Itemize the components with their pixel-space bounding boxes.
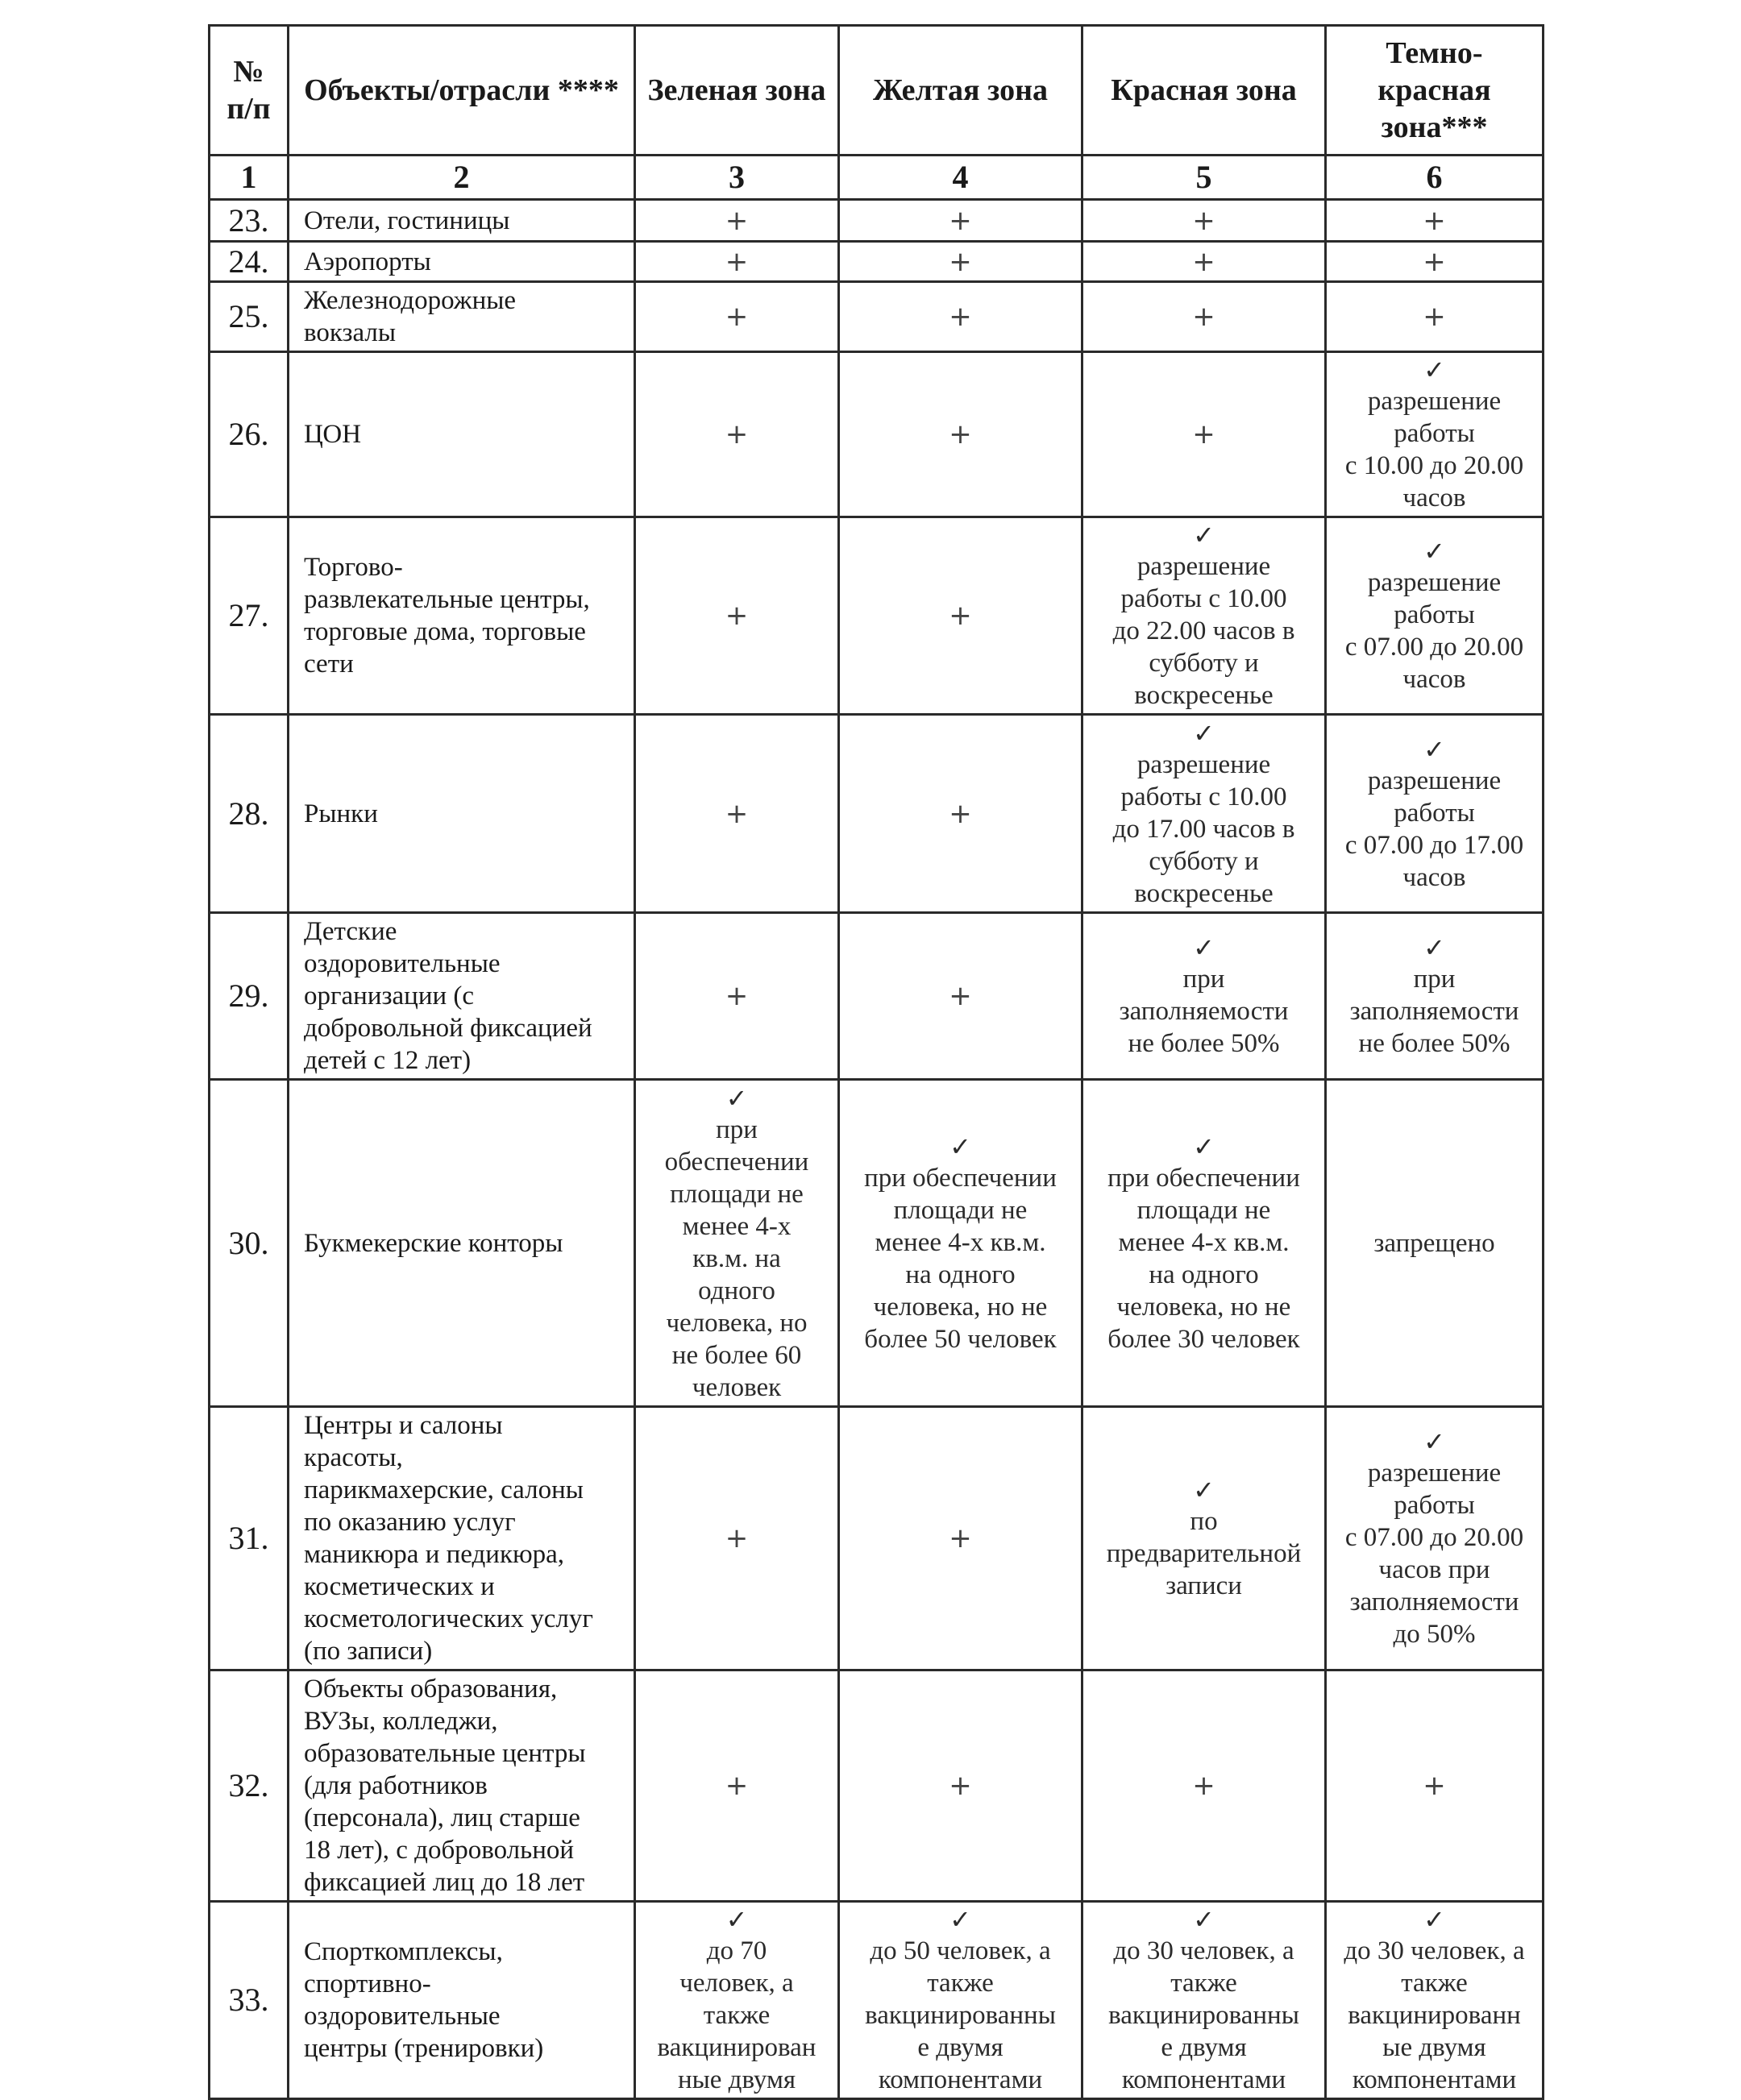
cell-text-line: е двумя	[1161, 2033, 1247, 2062]
header-darkred-zone: Темно-красная зона***	[1326, 26, 1544, 156]
table-row	[210, 1670, 1544, 1902]
zones-table	[208, 24, 1544, 2100]
cell-green-zone	[635, 913, 839, 1080]
object-name-line: косметических и	[304, 1572, 495, 1601]
cell-darkred-zone	[1326, 1080, 1544, 1407]
cell-text-line: работы	[1394, 600, 1475, 629]
cell-darkred-zone	[1326, 1670, 1544, 1902]
header-no: № п/п	[210, 26, 289, 156]
table-row	[210, 715, 1544, 913]
cell-text-line: разрешение	[1367, 568, 1502, 597]
document-page	[208, 24, 1542, 2100]
header-row	[210, 26, 1544, 156]
cell-darkred-zone	[1326, 517, 1544, 715]
cell-text-line: воскресенье	[1134, 878, 1274, 908]
cell-text-line: работы с 10.00	[1120, 584, 1287, 613]
cell-text-line: более 30 человек	[1107, 1324, 1300, 1354]
plus-mark: +	[725, 1522, 749, 1554]
check-mark-icon: ✓	[725, 1082, 748, 1114]
cell-green-zone	[635, 352, 839, 517]
cell-text-line: часов	[1402, 665, 1466, 694]
cell-yellow-zone	[839, 1902, 1082, 2099]
table-row	[210, 242, 1544, 282]
object-name-line: Спорткомплексы,	[304, 1937, 503, 1966]
cell-text-line: менее 4-х	[682, 1211, 792, 1241]
row-number: 31.	[210, 1407, 289, 1670]
object-name-line: Центры и салоны	[304, 1411, 503, 1440]
object-name-line: маникюра и педикюра,	[304, 1540, 565, 1569]
cell-green-zone	[635, 517, 839, 715]
cell-text-line: работы с 10.00	[1120, 782, 1287, 811]
cell-text-line: работы	[1394, 419, 1475, 448]
plus-mark: +	[1192, 1770, 1215, 1802]
plus-mark: +	[725, 245, 749, 278]
object-name-line: Торгово-	[304, 553, 403, 582]
cell-text-line: вакцинирован	[657, 2033, 816, 2062]
cell-text-line: человек, а	[679, 1969, 794, 1998]
plus-mark: +	[1423, 1770, 1446, 1802]
cell-text-line: менее 4-х кв.м.	[1118, 1227, 1290, 1257]
cell-text-line: компонентами	[878, 2065, 1043, 2094]
table-row	[210, 200, 1544, 242]
cell-text-line: субботу и	[1149, 846, 1259, 876]
column-number: 3	[635, 156, 839, 200]
check-mark-icon: ✓	[1423, 536, 1445, 567]
object-name-line: Детские	[304, 917, 397, 946]
cell-green-zone	[635, 1670, 839, 1902]
plus-mark: +	[725, 204, 749, 237]
object-name-line: красоты,	[304, 1443, 403, 1472]
cell-text-line: с 10.00 до 20.00	[1344, 451, 1524, 480]
cell-text-line: на одного	[1149, 1260, 1259, 1289]
plus-mark: +	[949, 600, 972, 632]
header-yellow-zone: Желтая зона	[839, 26, 1082, 156]
cell-text-line: также	[1401, 1969, 1468, 1998]
cell-red-zone	[1082, 352, 1326, 517]
object-name	[289, 200, 635, 242]
cell-text-line: разрешение	[1367, 387, 1502, 416]
object-name	[289, 1407, 635, 1670]
object-name	[289, 352, 635, 517]
table-row	[210, 282, 1544, 352]
cell-red-zone	[1082, 1407, 1326, 1670]
table-body	[210, 200, 1544, 2099]
object-name-line: косметологических услуг	[304, 1604, 593, 1633]
check-mark-icon: ✓	[949, 1131, 971, 1162]
check-mark-icon: ✓	[1193, 932, 1215, 963]
check-mark-icon: ✓	[1423, 355, 1445, 385]
object-name-line: Букмекерские конторы	[304, 1228, 563, 1258]
cell-text-line: разрешение	[1367, 766, 1502, 795]
cell-yellow-zone	[839, 1080, 1082, 1407]
cell-red-zone	[1082, 1080, 1326, 1407]
object-name-line: детей с 12 лет)	[304, 1046, 472, 1075]
column-number-row	[210, 156, 1544, 200]
cell-yellow-zone	[839, 242, 1082, 282]
object-name-line: сети	[304, 650, 354, 679]
cell-text-line: при	[716, 1114, 758, 1144]
cell-text-line: вакцинированн	[1348, 2001, 1521, 2030]
check-mark-icon: ✓	[725, 1904, 748, 1935]
check-mark-icon: ✓	[1423, 1904, 1445, 1935]
check-mark-icon: ✓	[1193, 520, 1215, 550]
plus-mark: +	[949, 418, 972, 450]
object-name-line: оздоровительные	[304, 2002, 501, 2031]
cell-yellow-zone	[839, 1670, 1082, 1902]
cell-green-zone	[635, 1407, 839, 1670]
plus-mark: +	[1192, 204, 1215, 237]
cell-text-line: разрешение	[1367, 1459, 1502, 1488]
column-number: 5	[1082, 156, 1326, 200]
plus-mark: +	[725, 980, 749, 1012]
object-name-line: ВУЗы, колледжи,	[304, 1707, 498, 1736]
cell-darkred-zone	[1326, 352, 1544, 517]
cell-red-zone	[1082, 715, 1326, 913]
cell-yellow-zone	[839, 715, 1082, 913]
plus-mark: +	[1423, 301, 1446, 333]
cell-text-line: до 30 человек, а	[1113, 1936, 1294, 1965]
cell-text-line: разрешение	[1136, 749, 1271, 779]
object-name-line: развлекательные центры,	[304, 585, 590, 614]
object-name	[289, 715, 635, 913]
cell-red-zone	[1082, 200, 1326, 242]
cell-text-line: при обеспечении	[1107, 1163, 1300, 1193]
cell-text-line: также	[927, 1969, 994, 1998]
cell-yellow-zone	[839, 1407, 1082, 1670]
plus-mark: +	[949, 301, 972, 333]
object-name-line: парикмахерские, салоны	[304, 1475, 584, 1504]
cell-text-line: работы	[1394, 798, 1475, 828]
plus-mark: +	[725, 301, 749, 333]
plus-mark: +	[949, 980, 972, 1012]
check-mark-icon: ✓	[1193, 717, 1215, 749]
object-name-line: 18 лет), с добровольной	[304, 1836, 575, 1865]
object-name-line: (персонала), лиц старше	[304, 1803, 580, 1832]
header-green-zone: Зеленая зона	[635, 26, 839, 156]
cell-text-line: также	[1170, 1969, 1237, 1998]
object-name	[289, 282, 635, 352]
cell-text-line: при обеспечении	[864, 1163, 1057, 1193]
cell-text-line: ные двумя	[677, 2065, 796, 2094]
object-name-line: добровольной фиксацией	[304, 1014, 592, 1043]
cell-text-line: площади не	[670, 1179, 804, 1209]
plus-mark: +	[949, 1522, 972, 1554]
cell-red-zone	[1082, 517, 1326, 715]
plus-mark: +	[725, 600, 749, 632]
table-row	[210, 913, 1544, 1080]
row-number: 23.	[210, 200, 289, 242]
cell-text-line: при	[1182, 965, 1225, 994]
cell-darkred-zone	[1326, 913, 1544, 1080]
check-mark-icon: ✓	[1423, 1426, 1445, 1457]
row-number: 32.	[210, 1670, 289, 1902]
row-number: 29.	[210, 913, 289, 1080]
plus-mark: +	[725, 797, 749, 830]
plus-mark: +	[949, 797, 972, 830]
cell-green-zone	[635, 242, 839, 282]
cell-text-line: заполняемости	[1349, 1587, 1519, 1617]
cell-text-line: площади не	[1136, 1195, 1271, 1225]
cell-text-line: до 30 человек, а	[1344, 1936, 1525, 1965]
cell-green-zone	[635, 282, 839, 352]
cell-text-line: обеспечении	[664, 1147, 809, 1177]
column-number: 6	[1326, 156, 1544, 200]
cell-green-zone	[635, 715, 839, 913]
object-name	[289, 1902, 635, 2099]
cell-yellow-zone	[839, 913, 1082, 1080]
header-red-zone: Красная зона	[1082, 26, 1326, 156]
cell-text-line: часов	[1402, 862, 1466, 892]
row-number: 27.	[210, 517, 289, 715]
object-name-line: Рынки	[304, 799, 378, 828]
cell-yellow-zone	[839, 352, 1082, 517]
cell-green-zone	[635, 1902, 839, 2099]
cell-text-line: до 50 человек, а	[870, 1936, 1051, 1965]
check-mark-icon: ✓	[1193, 1904, 1215, 1935]
table-row	[210, 517, 1544, 715]
plus-mark: +	[949, 245, 972, 278]
cell-text-line: до 17.00 часов в	[1112, 814, 1295, 844]
cell-darkred-zone	[1326, 200, 1544, 242]
cell-text-line: также	[703, 2001, 771, 2030]
cell-text-line: с 07.00 до 20.00	[1344, 1523, 1524, 1552]
plus-mark: +	[1423, 204, 1446, 237]
object-name	[289, 1670, 635, 1902]
column-number: 1	[210, 156, 289, 200]
cell-yellow-zone	[839, 282, 1082, 352]
object-name-line: торговые дома, торговые	[304, 617, 586, 646]
cell-text-line: человек	[692, 1372, 782, 1402]
object-name-line: Отели, гостиницы	[304, 205, 510, 235]
object-name	[289, 242, 635, 282]
cell-darkred-zone	[1326, 242, 1544, 282]
object-name-line: Объекты образования,	[304, 1675, 558, 1704]
object-name-line: организации (с	[304, 982, 475, 1011]
cell-text-line: заполняемости	[1349, 997, 1519, 1026]
column-number: 2	[289, 156, 635, 200]
object-name-line: Аэропорты	[304, 247, 431, 276]
cell-text-line: компонентами	[1352, 2065, 1517, 2094]
object-name	[289, 517, 635, 715]
cell-text-line: более 50 человек	[864, 1324, 1057, 1354]
cell-text-line: записи	[1166, 1571, 1242, 1600]
cell-darkred-zone	[1326, 1407, 1544, 1670]
cell-text-line: менее 4-х кв.м.	[875, 1227, 1046, 1257]
cell-text-line: человека, но не	[873, 1292, 1048, 1322]
cell-red-zone	[1082, 1670, 1326, 1902]
plus-mark: +	[949, 204, 972, 237]
cell-darkred-zone	[1326, 715, 1544, 913]
table-row	[210, 1080, 1544, 1407]
cell-text-line: не более 50%	[1358, 1029, 1510, 1058]
cell-text-line: субботу и	[1149, 649, 1259, 678]
cell-yellow-zone	[839, 517, 1082, 715]
object-name	[289, 1080, 635, 1407]
cell-darkred-zone	[1326, 282, 1544, 352]
cell-red-zone	[1082, 1902, 1326, 2099]
plus-mark: +	[949, 1770, 972, 1802]
cell-text-line: ые двумя	[1382, 2033, 1486, 2062]
cell-red-zone	[1082, 242, 1326, 282]
cell-text-line: кв.м. на	[692, 1243, 781, 1273]
cell-text-line: часов	[1402, 483, 1466, 513]
cell-red-zone	[1082, 913, 1326, 1080]
cell-text-line: площади не	[893, 1195, 1028, 1225]
cell-text-line: разрешение	[1136, 552, 1271, 581]
plus-mark: +	[1423, 245, 1446, 278]
table-row	[210, 1902, 1544, 2099]
cell-text-line: вакцинированны	[1108, 2001, 1299, 2030]
plus-mark: +	[725, 418, 749, 450]
row-number: 33.	[210, 1902, 289, 2099]
plus-mark: +	[1192, 418, 1215, 450]
cell-text-line: работы	[1394, 1491, 1475, 1520]
cell-text-line: заполняемости	[1119, 997, 1289, 1026]
plus-mark: +	[1192, 301, 1215, 333]
object-name-line: образовательные центры	[304, 1739, 586, 1768]
object-name-line: (для работников	[304, 1771, 488, 1800]
cell-text-line: человека, но	[666, 1308, 808, 1338]
cell-red-zone	[1082, 282, 1326, 352]
cell-text-line: человека, но не	[1116, 1292, 1291, 1322]
table-row	[210, 352, 1544, 517]
cell-text-line: часов при	[1378, 1555, 1490, 1584]
row-number: 30.	[210, 1080, 289, 1407]
cell-text-line: на одного	[905, 1260, 1016, 1289]
table-row	[210, 1407, 1544, 1670]
cell-text-line: до 70	[706, 1936, 767, 1965]
object-name	[289, 913, 635, 1080]
object-name-line: (по записи)	[304, 1637, 433, 1666]
object-name-line: спортивно-	[304, 1969, 431, 1998]
check-mark-icon: ✓	[949, 1904, 971, 1935]
column-number: 4	[839, 156, 1082, 200]
check-mark-icon: ✓	[1423, 733, 1445, 765]
plus-mark: +	[1192, 245, 1215, 278]
cell-yellow-zone	[839, 200, 1082, 242]
cell-text-line: вакцинированны	[865, 2001, 1056, 2030]
cell-text-line: запрещено	[1373, 1228, 1495, 1258]
cell-text-line: с 07.00 до 20.00	[1344, 633, 1524, 662]
cell-text-line: е двумя	[917, 2033, 1003, 2062]
row-number: 25.	[210, 282, 289, 352]
object-name-line: оздоровительные	[304, 949, 501, 978]
object-name-line: по оказанию услуг	[304, 1508, 516, 1537]
check-mark-icon: ✓	[1193, 1131, 1215, 1162]
cell-text-line: одного	[698, 1276, 775, 1305]
cell-green-zone	[635, 200, 839, 242]
cell-green-zone	[635, 1080, 839, 1407]
cell-darkred-zone	[1326, 1902, 1544, 2099]
cell-text-line: при	[1413, 965, 1456, 994]
cell-text-line: до 50%	[1393, 1620, 1476, 1649]
cell-text-line: по	[1190, 1507, 1218, 1536]
plus-mark: +	[725, 1770, 749, 1802]
object-name-line: центры (тренировки)	[304, 2034, 544, 2063]
row-number: 26.	[210, 352, 289, 517]
cell-text-line: с 07.00 до 17.00	[1344, 830, 1524, 860]
check-mark-icon: ✓	[1423, 932, 1445, 963]
cell-text-line: компонентами	[1121, 2065, 1286, 2094]
cell-text-line: до 22.00 часов в	[1112, 616, 1295, 645]
object-name-line: фиксацией лиц до 18 лет	[304, 1868, 585, 1897]
cell-text-line: не более 50%	[1128, 1029, 1280, 1058]
row-number: 24.	[210, 242, 289, 282]
row-number: 28.	[210, 715, 289, 913]
cell-text-line: не более 60	[671, 1340, 802, 1370]
cell-text-line: предварительной	[1106, 1539, 1302, 1568]
cell-text-line: воскресенье	[1134, 681, 1274, 710]
header-object: Объекты/отрасли ****	[289, 26, 635, 156]
object-name-line: ЦОН	[304, 420, 362, 449]
object-name-line: Железнодорожные	[304, 286, 517, 315]
object-name-line: вокзалы	[304, 318, 397, 347]
check-mark-icon: ✓	[1193, 1475, 1215, 1505]
